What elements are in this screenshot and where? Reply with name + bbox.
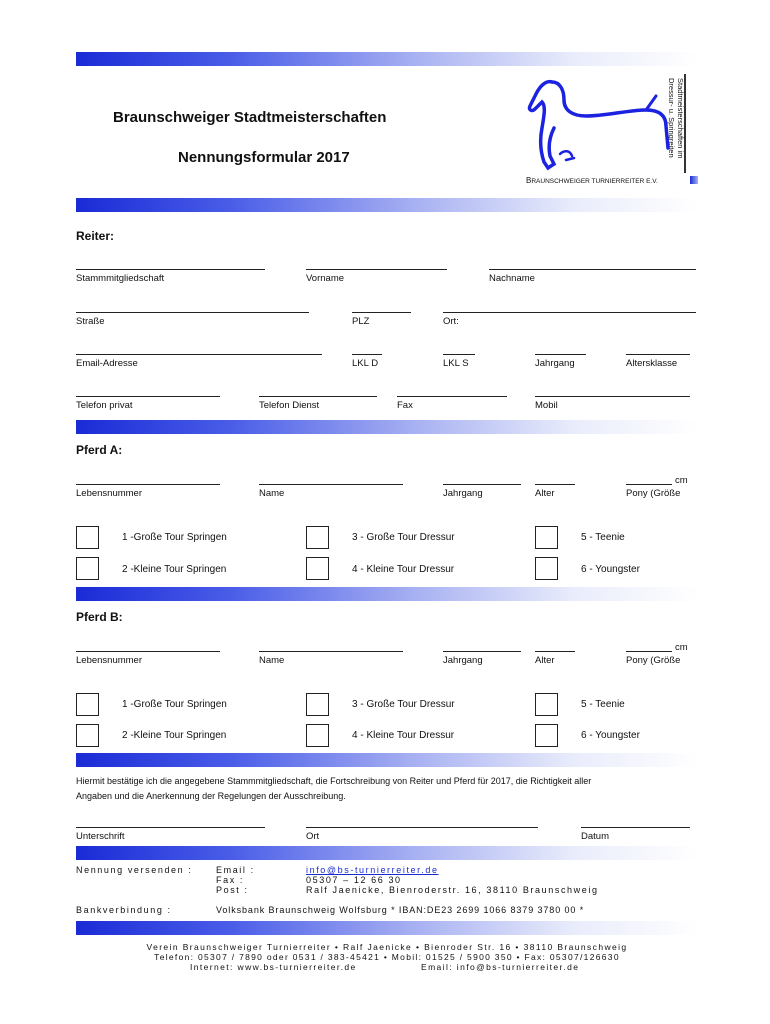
pferd-a-option-5: 5 - Teenie bbox=[581, 532, 625, 543]
footer-line-1: Verein Braunschweiger Turnierreiter • Ralf Jaenicke • Bienroder Str. 16 • 38110 Braunschweig bbox=[146, 942, 628, 952]
pferd-b-alter-line[interactable] bbox=[535, 651, 575, 652]
pferd-b-alter-label: Alter bbox=[535, 655, 555, 666]
plz-line[interactable] bbox=[352, 312, 411, 313]
pferd-a-checkbox-2[interactable] bbox=[76, 557, 99, 580]
lkl-s-label: LKL S bbox=[443, 358, 469, 369]
lkl-s-line[interactable] bbox=[443, 354, 475, 355]
reiter-heading: Reiter: bbox=[76, 229, 115, 243]
pferd-b-option-6: 6 - Youngster bbox=[581, 730, 640, 741]
footer-email[interactable]: Email: info@bs-turnierreiter.de bbox=[421, 962, 580, 972]
unterschrift-label: Unterschrift bbox=[76, 831, 125, 842]
pferd-b-option-4: 4 - Kleine Tour Dressur bbox=[352, 730, 455, 741]
logo-org-text: RAUNSCHWEIGER TURNIERREITER E.V. bbox=[531, 178, 658, 185]
section-band-a bbox=[76, 420, 698, 434]
send-label: Nennung versenden : bbox=[76, 865, 193, 875]
ort-signature-label: Ort bbox=[306, 831, 320, 842]
pferd-a-option-4: 4 - Kleine Tour Dressur bbox=[352, 564, 455, 575]
pferd-b-pony-label: Pony (Größe bbox=[626, 655, 681, 666]
telefon-dienst-line[interactable] bbox=[259, 396, 377, 397]
pferd-b-jahrgang-label: Jahrgang bbox=[443, 655, 483, 666]
page-subtitle: Nennungsformular 2017 bbox=[178, 149, 350, 166]
pferd-b-name-line[interactable] bbox=[259, 651, 403, 652]
vorname-line[interactable] bbox=[306, 269, 447, 270]
pferd-b-lebensnummer-line[interactable] bbox=[76, 651, 220, 652]
jahrgang-label: Jahrgang bbox=[535, 358, 575, 369]
nachname-label: Nachname bbox=[489, 273, 535, 284]
nachname-line[interactable] bbox=[489, 269, 696, 270]
datum-line[interactable] bbox=[581, 827, 690, 828]
pferd-a-cm-label: cm bbox=[675, 475, 688, 486]
pferd-a-jahrgang-label: Jahrgang bbox=[443, 488, 483, 499]
unterschrift-line[interactable] bbox=[76, 827, 265, 828]
section-band-send bbox=[76, 846, 698, 860]
mobil-line[interactable] bbox=[535, 396, 690, 397]
pferd-a-checkbox-5[interactable] bbox=[535, 526, 558, 549]
top-gradient-band bbox=[76, 52, 698, 66]
pferd-a-name-label: Name bbox=[259, 488, 285, 499]
logo-vertical-text-1: Stadtmeisterschaften im bbox=[676, 78, 685, 159]
logo-vertical-text-2: Dressur- u. Springreiten bbox=[667, 78, 676, 158]
ort-line[interactable] bbox=[443, 312, 696, 313]
altersklasse-line[interactable] bbox=[626, 354, 690, 355]
pferd-b-option-5: 5 - Teenie bbox=[581, 699, 625, 710]
stammmitglied-line[interactable] bbox=[76, 269, 265, 270]
section-band-b bbox=[76, 587, 698, 601]
pferd-a-lebensnummer-line[interactable] bbox=[76, 484, 220, 485]
pferd-a-pony-label: Pony (Größe bbox=[626, 488, 681, 499]
pferd-a-option-2: 2 -Kleine Tour Springen bbox=[122, 564, 227, 575]
pferd-a-name-line[interactable] bbox=[259, 484, 403, 485]
pferd-a-option-1: 1 -Große Tour Springen bbox=[122, 532, 227, 543]
mobil-label: Mobil bbox=[535, 400, 558, 411]
logo-org-prefix: B bbox=[526, 176, 532, 185]
pferd-a-heading: Pferd A: bbox=[76, 443, 123, 457]
logo-org-name bbox=[526, 176, 658, 185]
datum-label: Datum bbox=[581, 831, 609, 842]
send-email-link[interactable]: info@bs-turnierreiter.de bbox=[306, 865, 439, 875]
pferd-b-option-1: 1 -Große Tour Springen bbox=[122, 699, 227, 710]
ort-signature-line[interactable] bbox=[306, 827, 538, 828]
club-logo bbox=[520, 76, 702, 188]
horse-logo-icon bbox=[520, 76, 680, 176]
send-fax-value: 05307 – 12 66 30 bbox=[306, 875, 402, 885]
lkl-d-label: LKL D bbox=[352, 358, 379, 369]
footer-website[interactable]: Internet: www.bs-turnierreiter.de bbox=[190, 962, 357, 972]
section-band-confirm bbox=[76, 753, 698, 767]
fax-label: Fax bbox=[397, 400, 413, 411]
pferd-b-checkbox-4[interactable] bbox=[306, 724, 329, 747]
pferd-a-alter-label: Alter bbox=[535, 488, 555, 499]
pferd-a-checkbox-3[interactable] bbox=[306, 526, 329, 549]
altersklasse-label: Altersklasse bbox=[626, 358, 678, 369]
header-divider-band bbox=[76, 198, 698, 212]
pferd-b-pony-line[interactable] bbox=[626, 651, 672, 652]
confirmation-text-1: Hiermit bestätige ich die angegebene Stammmitgliedschaft, die Fortschreibung von Reiter und Pferd für 2017, die Richtigkeit aller bbox=[76, 776, 592, 786]
bank-value: Volksbank Braunschweig Wolfsburg * IBAN:DE23 2699 1066 8379 3780 00 * bbox=[216, 905, 585, 915]
jahrgang-line[interactable] bbox=[535, 354, 586, 355]
pferd-b-lebensnummer-label: Lebensnummer bbox=[76, 655, 143, 666]
pferd-b-option-3: 3 - Große Tour Dressur bbox=[352, 699, 455, 710]
plz-label: PLZ bbox=[352, 316, 370, 327]
pferd-b-name-label: Name bbox=[259, 655, 285, 666]
confirmation-text-2: Angaben und die Anerkennung der Regelungen der Ausschreibung. bbox=[76, 791, 346, 801]
logo-color-square bbox=[690, 176, 698, 184]
vorname-label: Vorname bbox=[306, 273, 345, 284]
pferd-b-checkbox-2[interactable] bbox=[76, 724, 99, 747]
pferd-b-checkbox-5[interactable] bbox=[535, 693, 558, 716]
pferd-b-checkbox-3[interactable] bbox=[306, 693, 329, 716]
send-fax-key: Fax : bbox=[216, 875, 245, 885]
email-label: Email-Adresse bbox=[76, 358, 138, 369]
lkl-d-line[interactable] bbox=[352, 354, 382, 355]
pferd-b-heading: Pferd B: bbox=[76, 610, 123, 624]
pferd-a-checkbox-1[interactable] bbox=[76, 526, 99, 549]
strasse-line[interactable] bbox=[76, 312, 309, 313]
pferd-a-jahrgang-line[interactable] bbox=[443, 484, 521, 485]
pferd-a-checkbox-6[interactable] bbox=[535, 557, 558, 580]
pferd-a-option-3: 3 - Große Tour Dressur bbox=[352, 532, 455, 543]
bank-label: Bankverbindung : bbox=[76, 905, 172, 915]
fax-line[interactable] bbox=[397, 396, 507, 397]
pferd-b-option-2: 2 -Kleine Tour Springen bbox=[122, 730, 227, 741]
pferd-a-checkbox-4[interactable] bbox=[306, 557, 329, 580]
telefon-privat-label: Telefon privat bbox=[76, 400, 133, 411]
pferd-a-alter-line[interactable] bbox=[535, 484, 575, 485]
send-email-key: Email : bbox=[216, 865, 255, 875]
strasse-label: Straße bbox=[76, 316, 105, 327]
pferd-b-cm-label: cm bbox=[675, 642, 688, 653]
pferd-b-checkbox-1[interactable] bbox=[76, 693, 99, 716]
email-line[interactable] bbox=[76, 354, 322, 355]
telefon-dienst-label: Telefon Dienst bbox=[259, 400, 320, 411]
pferd-a-option-6: 6 - Youngster bbox=[581, 564, 640, 575]
pferd-a-pony-line[interactable] bbox=[626, 484, 672, 485]
footer-line-2: Telefon: 05307 / 7890 oder 0531 / 383-45421 • Mobil: 01525 / 5900 350 • Fax: 05307/126630 bbox=[154, 952, 620, 962]
page-title: Braunschweiger Stadtmeisterschaften bbox=[113, 109, 387, 126]
pferd-b-checkbox-6[interactable] bbox=[535, 724, 558, 747]
pferd-b-jahrgang-line[interactable] bbox=[443, 651, 521, 652]
telefon-privat-line[interactable] bbox=[76, 396, 220, 397]
ort-label: Ort: bbox=[443, 316, 459, 327]
pferd-a-lebensnummer-label: Lebensnummer bbox=[76, 488, 143, 499]
send-post-key: Post : bbox=[216, 885, 249, 895]
send-post-value: Ralf Jaenicke, Bienroderstr. 16, 38110 Braunschweig bbox=[306, 885, 599, 895]
stammmitglied-label: Stammmitgliedschaft bbox=[76, 273, 165, 284]
footer-band bbox=[76, 921, 698, 935]
